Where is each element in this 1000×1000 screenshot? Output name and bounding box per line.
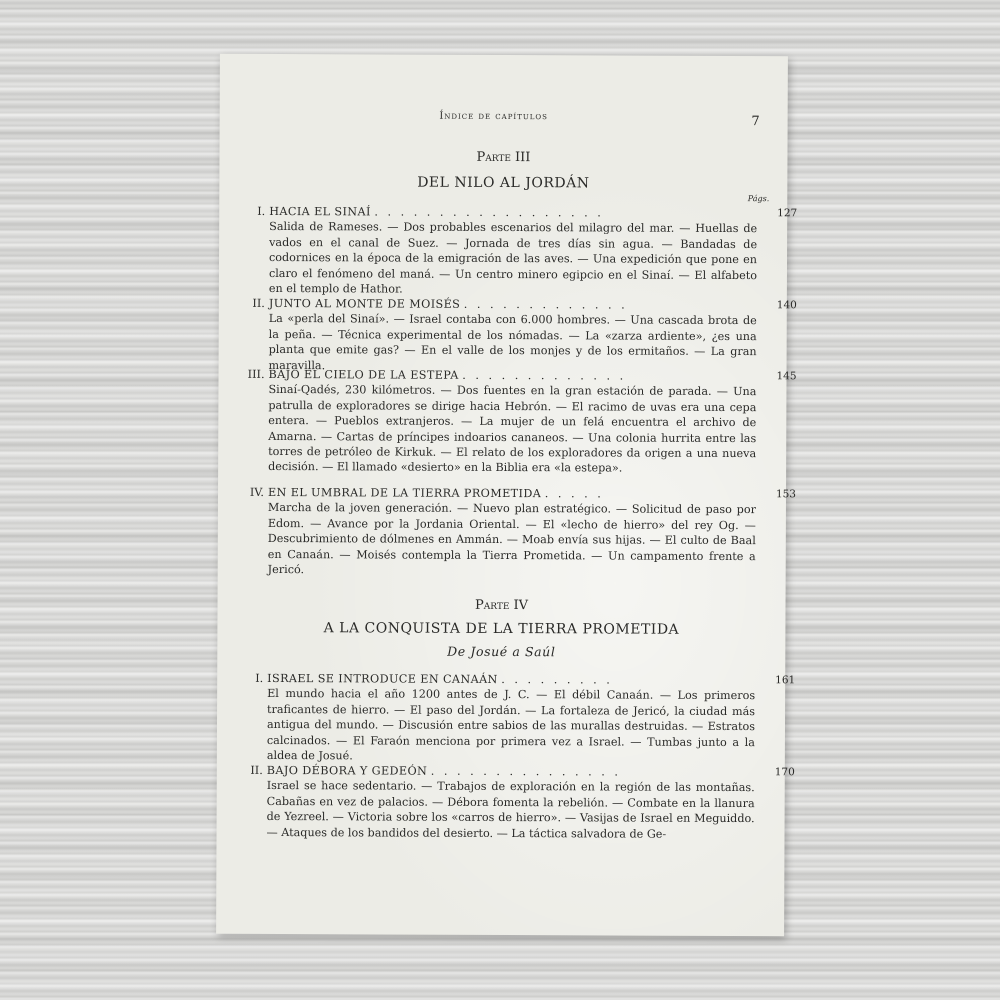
chapter-title: BAJO DÉBORA Y GEDEÓN: [266, 763, 428, 778]
chapter-page: 170: [774, 766, 795, 779]
chapter-entry: [247, 367, 797, 477]
part-subtitle: De Josué a Saúl: [447, 643, 556, 660]
chapter-page: 140: [776, 299, 797, 312]
chapter-title: EN EL UMBRAL DE LA TIERRA PROMETIDA: [267, 485, 542, 501]
running-head: Índice de capítulos: [439, 110, 548, 123]
leader-dots: . . . . . . . . . . . . .: [462, 368, 627, 383]
chapter-number: II.: [250, 763, 263, 777]
chapter-page: 127: [777, 207, 798, 220]
chapter-number: III.: [247, 367, 265, 381]
chapter-title: BAJO EL CIELO DE LA ESTEPA: [268, 367, 459, 382]
chapter-page: 161: [775, 674, 796, 687]
part-title: DEL NILO AL JORDÁN: [417, 174, 590, 192]
leader-dots: . . . . . . . . . . . . .: [463, 297, 628, 312]
part-label: Parte III: [476, 149, 531, 166]
chapter-entry: [252, 296, 797, 375]
leader-dots: . . . . .: [544, 487, 604, 501]
chapter-summary: Israel se hace sedentario. — Trabajos de exploración en la región de las montañas. Cabañas en vez de palacios. — Débora fomenta la rebelión. — Combate en la llanura de Yezreel. — Victoria sobre los «carros de hierro». — Vasijas de Israel en Meguiddo. — Ataques de los bandidos del desierto. — La táctica salvadora de Ge-: [266, 779, 755, 841]
part-title: A LA CONQUISTA DE LA TIERRA PROMETIDA: [323, 620, 680, 638]
chapter-entry: [255, 671, 796, 766]
chapter-summary: La «perla del Sinaí». — Israel contaba con 6.000 hombres. — Una cascada brota de la peña. — Técnica experimental de los nómadas. — La «zarza ardiente», ¿es una planta que emite gas? — En el valle de los monjes y de los ermitaños. — La gran maravilla.: [268, 312, 757, 372]
chapter-entry: [250, 763, 795, 842]
part-label: Parte IV: [474, 597, 529, 614]
page-number: 7: [751, 114, 760, 130]
chapter-title: HACIA EL SINAÍ: [269, 204, 371, 219]
chapter-number: IV.: [249, 485, 265, 499]
leader-dots: . . . . . . . . . . . . . . . . . .: [374, 205, 604, 220]
chapter-page: 153: [775, 488, 797, 501]
chapter-number: II.: [252, 296, 265, 310]
book-page: [216, 54, 798, 936]
leader-dots: . . . . . . . . .: [501, 672, 613, 687]
chapter-number: I.: [255, 671, 264, 685]
chapter-summary: Salida de Rameses. — Dos probables escenarios del milagro del mar. — Huellas de vados en el canal de Suez. — Jornada de tres días sin agua. — Bandadas de codornices en la época de la emigración de las aves. — Una expedición que pone en claro el fenómeno del maná. — Un centro minero egipcio en el Sinaí. — El alfabeto en el templo de Hathor.: [268, 220, 758, 296]
leader-dots: . . . . . . . . . . . . . . .: [430, 764, 621, 779]
chapter-page: 145: [776, 370, 797, 383]
chapter-summary: Marcha de la joven generación. — Nuevo plan estratégico. — Solicitud de paso por Edom. — Avance por la Jordania Oriental. — El «lecho de hierro» del rey Og. — Descubrimiento de dólmenes en Ammán. — Moab envía sus hijas. — El culto de Baal en Canaán. — Moisés contempla la Tierra Prometida. — Un campamento frente a Jericó.: [267, 501, 756, 577]
chapter-number: I.: [257, 204, 266, 218]
chapter-entry: [249, 485, 797, 580]
chapter-title: JUNTO AL MONTE DE MOISÉS: [268, 296, 461, 311]
chapter-summary: Sinaí-Qadés, 230 kilómetros. — Dos fuentes en la gran estación de parada. — Una patrulla de exploradores se dirige hacia Hebrón. — El racimo de uvas era una cepa entera. — Pueblos extranjeros. — La mujer de un felá encuentra el archivo de Amarna. — Cartas de príncipes indoarios cananeos. — Una colonia hurrita entre las torres de petróleo de Kirkuk. — El relato de los exploradores da origen a una nueva decisión. — El llamado «desierto» en la Biblia era «la estepa».: [268, 383, 757, 475]
chapter-summary: El mundo hacia el año 1200 antes de J. C. — El débil Canaán. — Los primeros traficantes de hierro. — El paso del Jordán. — La fortaleza de Jericó, la ciudad más antigua del mundo. — Discusión entre sabios de las murallas destruidas. — Estratos calcinados. — El Faraón menciona por primera vez a Israel. — Tumbas junto a la aldea de Josué.: [266, 687, 756, 763]
chapter-entry: [257, 204, 798, 299]
pags-label: Págs.: [747, 194, 770, 204]
chapter-title: ISRAEL SE INTRODUCE EN CANAÁN: [267, 671, 498, 686]
